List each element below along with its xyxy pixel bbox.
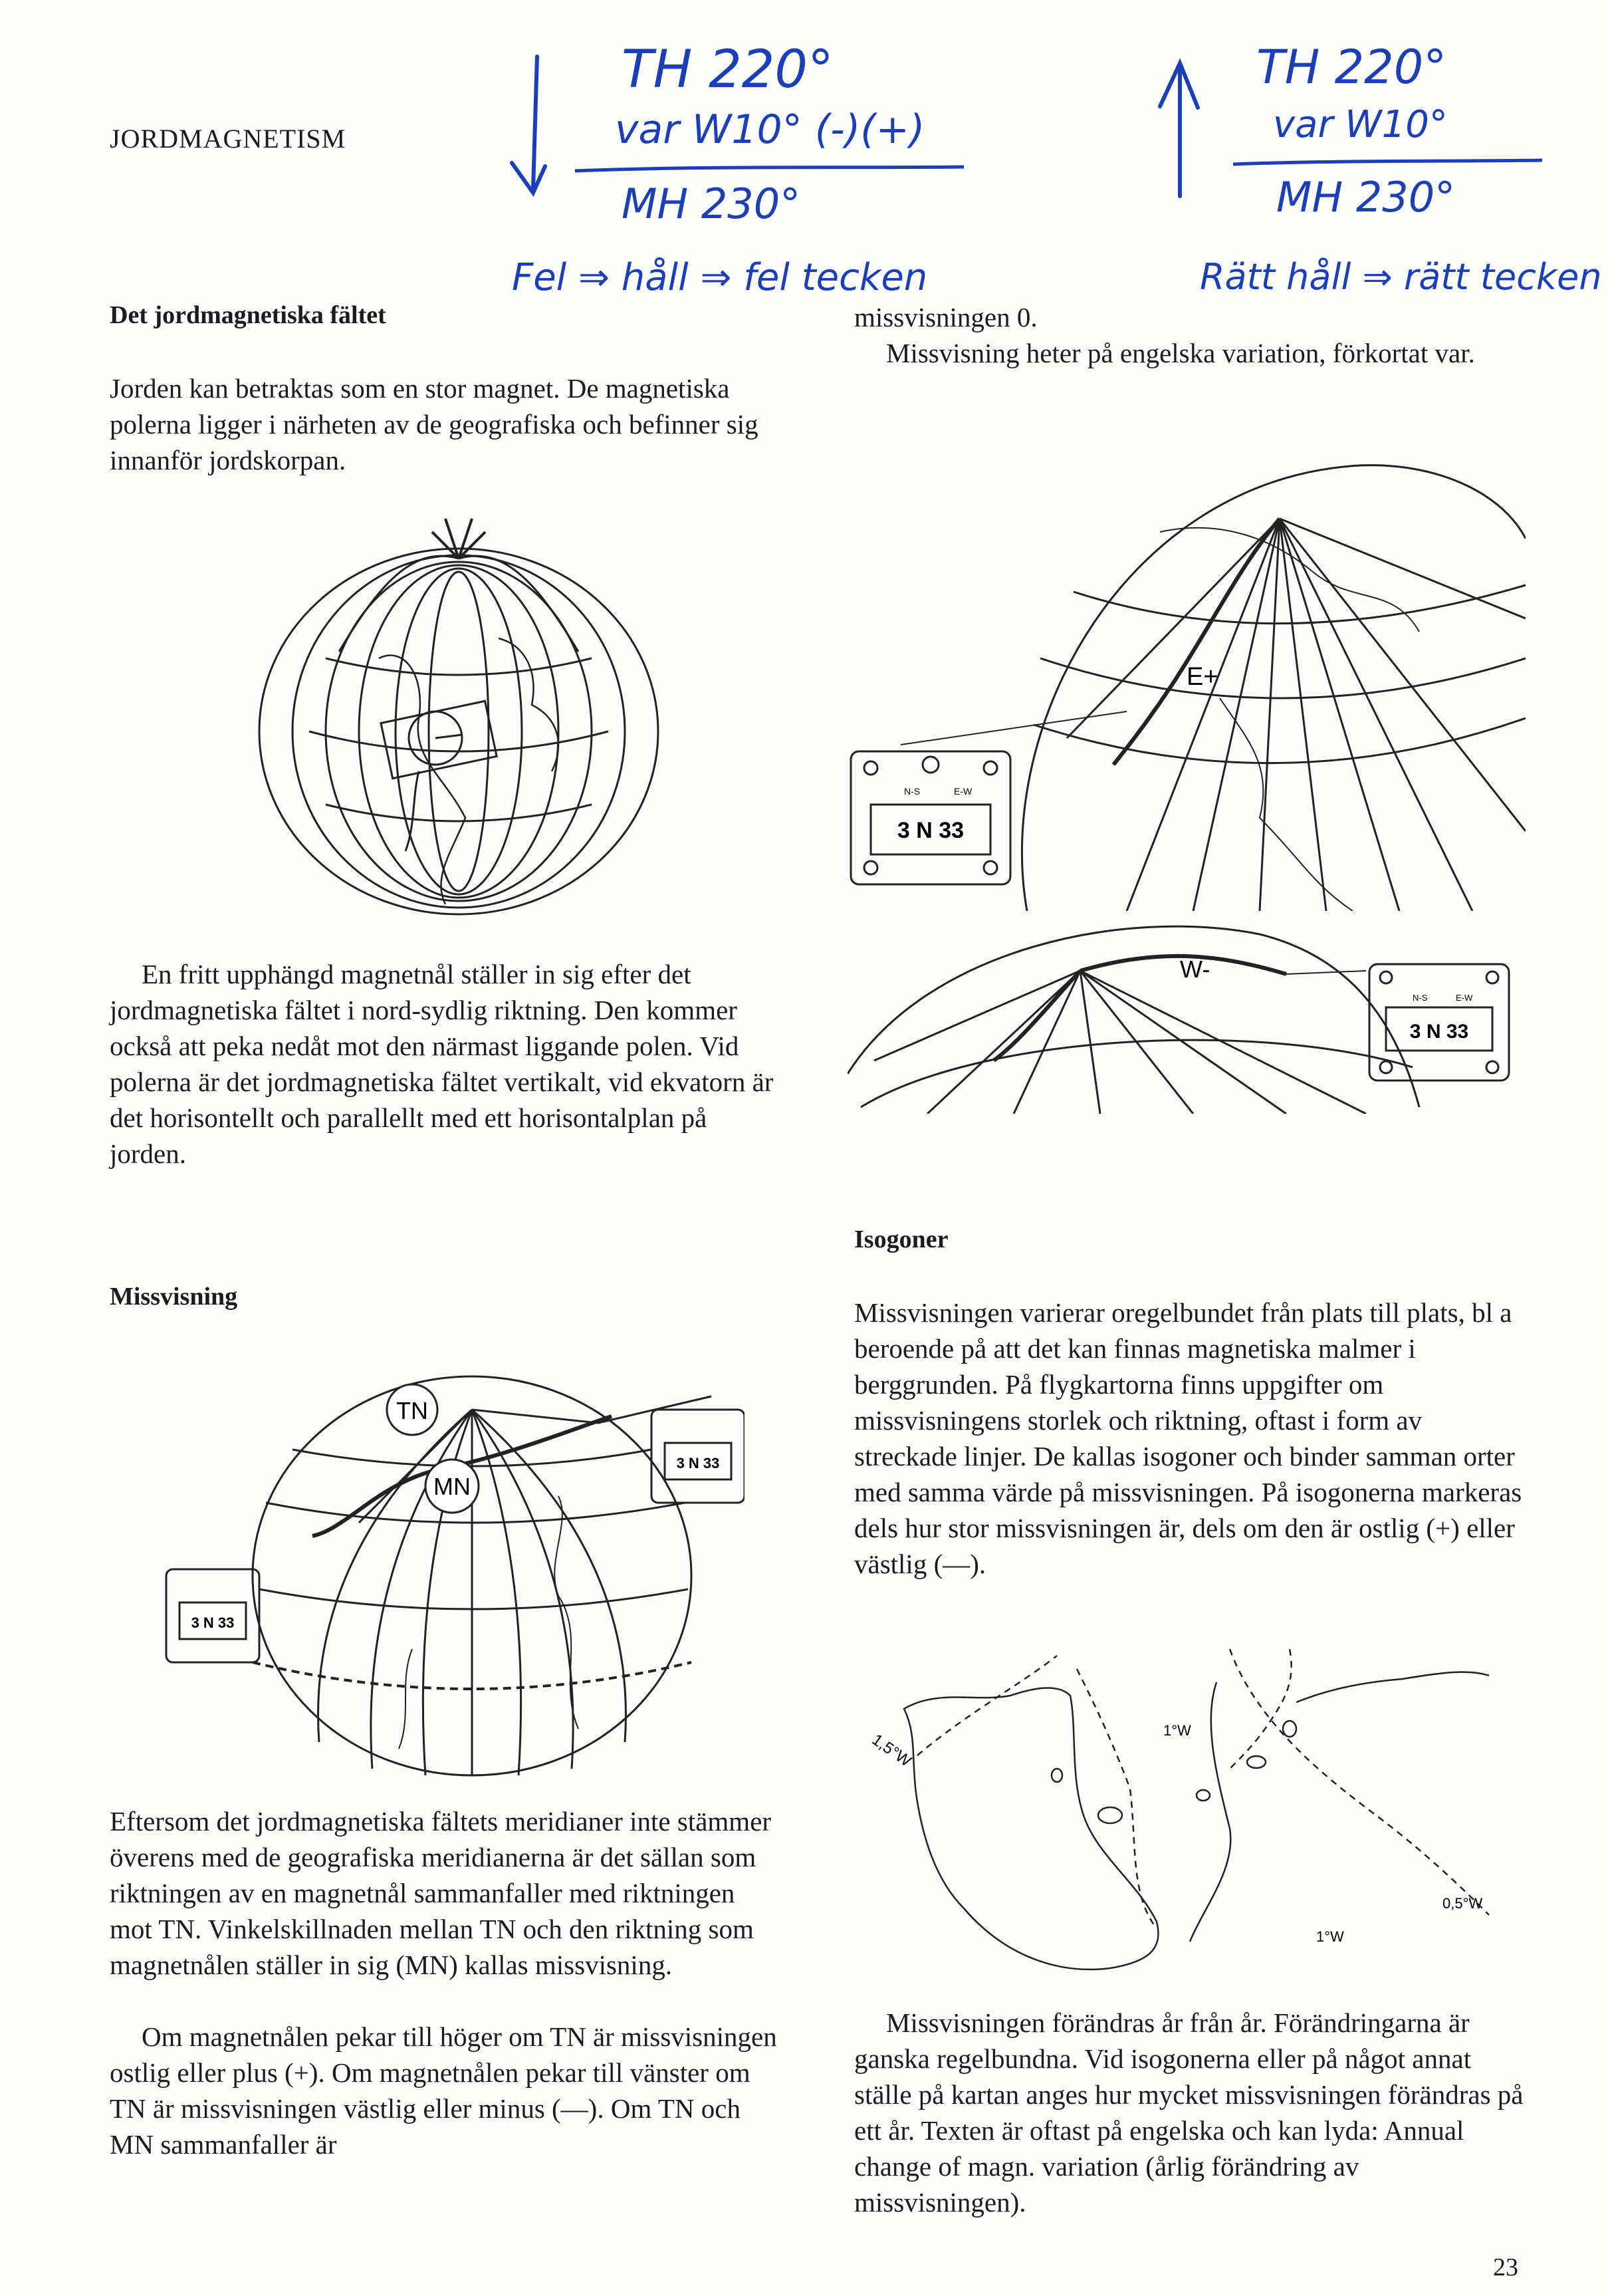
ns-label-west: N-S	[1413, 993, 1428, 1003]
west-minus-label: W-	[1180, 956, 1210, 983]
handwritten-annotation-left	[499, 27, 1044, 306]
compass-readout-west: 3 N 33	[1409, 1021, 1469, 1043]
isogon-map-figure	[858, 1642, 1496, 1981]
westerly-variation-figure	[848, 908, 1526, 1114]
heading-declination: Missvisning	[110, 1283, 238, 1311]
paragraph-declination-1: Eftersom det jordmagnetiska fältets meridianer inte stämmer överens med de geografiska meridianerna är det sällan som riktningen av en magnetnål sammanfaller med riktningen mot TN. Vinkelskillnaden mellan TN och den riktning som magnetnålen ställer in sig (MN) kallas missvisning.	[110, 1806, 772, 1980]
running-head: JORDMAGNETISM	[110, 124, 346, 154]
page-number: 23	[1493, 2253, 1518, 2281]
heading-field: Det jordmagnetiska fältet	[110, 301, 386, 329]
ew-label-east: E-W	[954, 786, 973, 797]
earth-magnetic-field-figure	[246, 505, 671, 944]
paragraph-isogons-1: Missvisningen varierar oregelbundet från plats till plats, bl a beroende på att det kan finnas magnetiska malmer i berggrunden. På flygkartorna finns uppgifter om missvisningens storlek och riktning, oftast i form av streckade linjer. De kallas isogoner och binder samman orter med samma värde på missvisningen. På isogonerna markeras dels hur stor missvisningen är, dels om den är ostlig (+) eller västlig (—).	[854, 1297, 1522, 1579]
isogon-label-1: 1,5°W	[868, 1730, 915, 1771]
annotation-right-line3: MH 230°	[1276, 173, 1456, 221]
ns-label-east: N-S	[904, 786, 921, 797]
arrow-up-icon	[1150, 53, 1210, 199]
annotation-right-line1: TH 220°	[1256, 40, 1447, 94]
arrow-down-icon	[499, 53, 558, 199]
annotation-right-line2: var W10°	[1273, 103, 1448, 146]
annotation-left-line3: MH 230°	[622, 180, 801, 228]
annotation-right-note: Rätt håll ⇒ rätt tecken	[1200, 256, 1602, 298]
paragraph-declination-continued: missvisningen 0.	[854, 302, 1038, 332]
paragraph-declination-3: Missvisning heter på engelska variation, förkortat var.	[886, 338, 1475, 368]
compass-readout-left: 3 N 33	[191, 1614, 235, 1631]
ew-label-west: E-W	[1456, 993, 1473, 1003]
paragraph-field-2: En fritt upphängd magnetnål ställer in sig efter det jordmagnetiska fältet i nord-sydlig riktning. Den kommer också att peka nedåt mot den närmast liggande polen. Vid polerna är det jordmagnetiska fältet vertikalt, vid ekvatorn är det horisontellt och parallellt med ett horisontalplan på jorden.	[110, 959, 774, 1169]
annotation-left-line1: TH 220°	[622, 40, 834, 100]
handwritten-annotation-right	[1150, 27, 1608, 306]
mn-label: MN	[433, 1473, 471, 1500]
isogon-label-3: 1°W	[1316, 1928, 1344, 1945]
isogon-label-2: 1°W	[1163, 1722, 1191, 1739]
annotation-left-note: Fel ⇒ håll ⇒ fel tecken	[512, 256, 928, 299]
declination-globe-figure	[160, 1370, 745, 1782]
isogon-label-4: 0,5°W	[1442, 1895, 1483, 1912]
annotation-left-rule	[572, 163, 971, 176]
compass-readout-right: 3 N 33	[676, 1455, 720, 1471]
heading-isogons: Isogoner	[854, 1225, 949, 1253]
compass-readout-east: 3 N 33	[897, 818, 965, 843]
easterly-variation-figure	[848, 459, 1526, 911]
annotation-left-line2: var W10° (-)(+)	[615, 106, 925, 153]
east-plus-label: E+	[1187, 663, 1218, 691]
paragraph-declination-2: Om magnetnålen pekar till höger om TN är missvisningen ostlig eller plus (+). Om magnetnålen pekar till vänster om TN är missvisningen västlig eller minus (—). Om TN och MN sammanfaller är	[110, 2021, 777, 2160]
paragraph-field-1: Jorden kan betraktas som en stor magnet. De magnetiska polerna ligger i närheten av de geografiska och befinner sig innanför jordskorpan.	[110, 373, 758, 475]
annotation-right-rule	[1230, 156, 1549, 170]
tn-label: TN	[396, 1397, 428, 1424]
paragraph-isogons-2: Missvisningen förändras år från år. Förändringarna är ganska regelbundna. Vid isogonerna eller på något annat ställe på kartan anges hur mycket missvisningen förändras på ett år. Texten är oftast på engelska och kan lyda: Annual change of magn. variation (årlig förändring av missvisningen).	[854, 2007, 1524, 2218]
